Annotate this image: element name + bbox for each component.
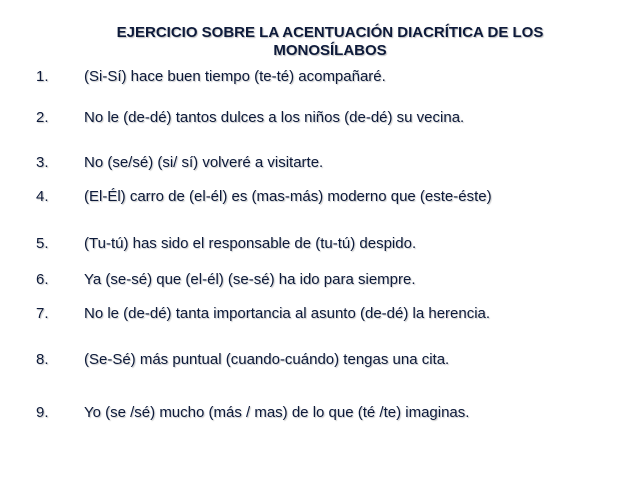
exercise-number: 2. <box>36 109 49 126</box>
exercise-item-3 <box>0 153 638 175</box>
exercise-text: Yo (se /sé) mucho (más / mas) de lo que (té /te) imaginas. <box>84 404 470 421</box>
exercise-number: 1. <box>36 68 49 85</box>
exercise-text: No (se/sé) (si/ sí) volveré a visitarte. <box>84 154 324 171</box>
exercise-number: 6. <box>36 271 49 288</box>
exercise-item-1 <box>0 67 638 89</box>
exercise-number: 8. <box>36 351 49 368</box>
title-line-1: EJERCICIO SOBRE LA ACENTUACIÓN DIACRÍTICA DE LOS <box>116 24 544 41</box>
exercise-item-9 <box>0 403 638 425</box>
exercise-text: Ya (se-sé) que (el-él) (se-sé) ha ido para siempre. <box>84 271 416 288</box>
exercise-text: (Si-Sí) hace buen tiempo (te-té) acompañaré. <box>84 68 386 85</box>
exercise-number: 9. <box>36 404 49 421</box>
exercise-item-6 <box>0 270 638 292</box>
exercise-number: 7. <box>36 305 49 322</box>
title-line-2: MONOSÍLABOS <box>273 42 387 59</box>
exercise-text: (El-Él) carro de (el-él) es (mas-más) moderno que (este-éste) <box>84 188 492 205</box>
exercise-text: (Tu-tú) has sido el responsable de (tu-tú) despido. <box>84 235 417 252</box>
exercise-text: No le (de-dé) tanta importancia al asunto (de-dé) la herencia. <box>84 305 491 322</box>
exercise-number: 3. <box>36 154 49 171</box>
exercise-number: 5. <box>36 235 49 252</box>
exercise-item-5 <box>0 234 638 256</box>
exercise-item-4 <box>0 187 638 209</box>
exercise-item-7 <box>0 304 638 326</box>
exercise-text: No le (de-dé) tantos dulces a los niños (de-dé) su vecina. <box>84 109 465 126</box>
exercise-number: 4. <box>36 188 49 205</box>
exercise-text: (Se-Sé) más puntual (cuando-cuándo) tengas una cita. <box>84 351 450 368</box>
exercise-item-8 <box>0 350 638 372</box>
exercise-item-2 <box>0 108 638 130</box>
